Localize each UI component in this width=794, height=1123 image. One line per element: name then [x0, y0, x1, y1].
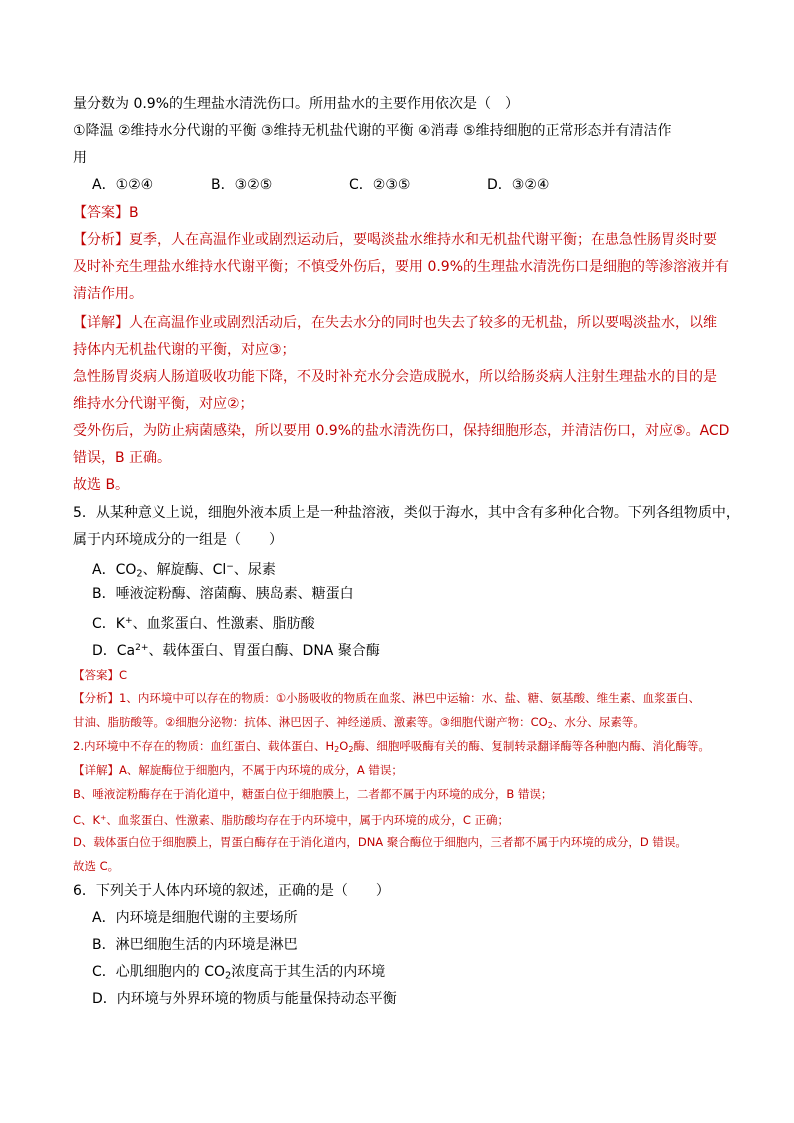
q4-detail-line6: 错误，B 正确。 [73, 450, 172, 466]
q4-detail-line1: 【详解】人在高温作业或剧烈活动后，在失去水分的同时也失去了较多的无机盐，所以要喝淡盐水，以维 [73, 315, 717, 331]
q5-stem-line1: 5．从某种意义上说，细胞外液本质上是一种盐溶液，类似于海水，其中含有多种化合物。下列各组物质中， [73, 505, 740, 521]
q4-analysis-line2: 及时补充生理盐水维持水代谢平衡；不慎受外伤后，要用 0.9%的生理盐水清洗伤口是细胞的等渗溶液并有 [73, 259, 730, 275]
q4-option-b: B．③②⑤ [211, 177, 273, 193]
q5-detail-line4: D、载体蛋白位于细胞膜上，胃蛋白酶存在于消化道内，DNA 聚合酶位于细胞内，三者都不属于内环境的成分，D 错误。 [73, 835, 687, 849]
q5-option-a: A．$CO_2$、解旋酶、Cl−、尿素 [92, 562, 276, 580]
q5-analysis-line3: 2.内环境中不存在的物质：血红蛋白、载体蛋白、$H_2O_2$酶、细胞呼吸酶有关的酶、复制转录翻译酶等各种胞内酶、消化酶等。 [73, 739, 710, 754]
q5-detail-line2: B、唾液淀粉酶存在于消化道中，糖蛋白位于细胞膜上，二者都不属于内环境的成分，B 错误； [73, 787, 553, 801]
q4-detail-line3: 急性肠胃炎病人肠道吸收功能下降，不及时补充水分会造成脱水，所以给肠炎病人注射生理盐水的目的是 [73, 369, 717, 385]
q4-option-d: D．③②④ [487, 177, 550, 193]
q5-option-d: D．$Ca^{2+}$、载体蛋白、胃蛋白酶、DNA 聚合酶 [92, 643, 380, 659]
q6-option-b: B．淋巴细胞生活的内环境是淋巴 [92, 937, 298, 953]
q6-option-d: D．内环境与外界环境的物质与能量保持动态平衡 [92, 991, 397, 1007]
q5-detail-line1: 【详解】A、解旋酶位于细胞内，不属于内环境的成分，A 错误； [73, 763, 403, 777]
q4-conclusion: 故选 B。 [73, 477, 130, 493]
q6-option-a: A．内环境是细胞代谢的主要场所 [92, 910, 298, 926]
q5-answer: 【答案】C [73, 668, 128, 682]
q4-stem: 量分数为 0.9%的生理盐水清洗伤口。所用盐水的主要作用依次是（ ） [73, 96, 520, 112]
q4-option-a: A．①②④ [92, 177, 154, 193]
q5-option-b: B．唾液淀粉酶、溶菌酶、胰岛素、糖蛋白 [92, 586, 354, 602]
q5-stem-line2: 属于内环境成分的一组是（ ） [73, 532, 283, 548]
q6-option-c: C．心肌细胞内的 $CO_2$浓度高于其生活的内环境 [92, 964, 386, 982]
q4-detail-line4: 维持水分代谢平衡，对应②； [73, 396, 254, 412]
q4-detail-line2: 持体内无机盐代谢的平衡，对应③； [73, 342, 296, 358]
q4-items-line2: 用 [73, 150, 87, 166]
q5-option-c: C．K+、血浆蛋白、性激素、脂肪酸 [92, 616, 315, 632]
q4-detail-line5: 受外伤后，为防止病菌感染，所以要用 0.9%的盐水清洗伤口，保持细胞形态，并清洁伤口，对应⑤。ACD [73, 423, 730, 439]
q5-conclusion: 故选 C。 [73, 859, 120, 873]
q5-analysis-line1: 【分析】1、内环境中可以存在的物质：①小肠吸收的物质在血浆、淋巴中运输：水、盐、糖、氨基酸、维生素、血浆蛋白、 [73, 691, 701, 705]
q4-items-line1: ①降温 ②维持水分代谢的平衡 ③维持无机盐代谢的平衡 ④消毒 ⑤维持细胞的正常形态并有清洁作 [73, 123, 672, 139]
q4-option-c: C．②③⑤ [349, 177, 411, 193]
q5-analysis-line2: 甘油、脂肪酸等。②细胞分泌物：抗体、淋巴因子、神经递质、激素等。③细胞代谢产物：$CO_2$、水分、尿素等。 [73, 715, 645, 730]
q4-analysis-line3: 清洁作用。 [73, 286, 143, 302]
q6-stem: 6．下列关于人体内环境的叙述，正确的是（ ） [73, 883, 390, 899]
q4-answer: 【答案】B [73, 205, 139, 221]
q5-detail-line3: C、K+、血浆蛋白、性激素、脂肪酸均存在于内环境中，属于内环境的成分，C 正确； [73, 813, 510, 828]
q4-analysis-line1: 【分析】夏季，人在高温作业或剧烈运动后，要喝淡盐水维持水和无机盐代谢平衡；在患急性肠胃炎时要 [73, 232, 717, 248]
